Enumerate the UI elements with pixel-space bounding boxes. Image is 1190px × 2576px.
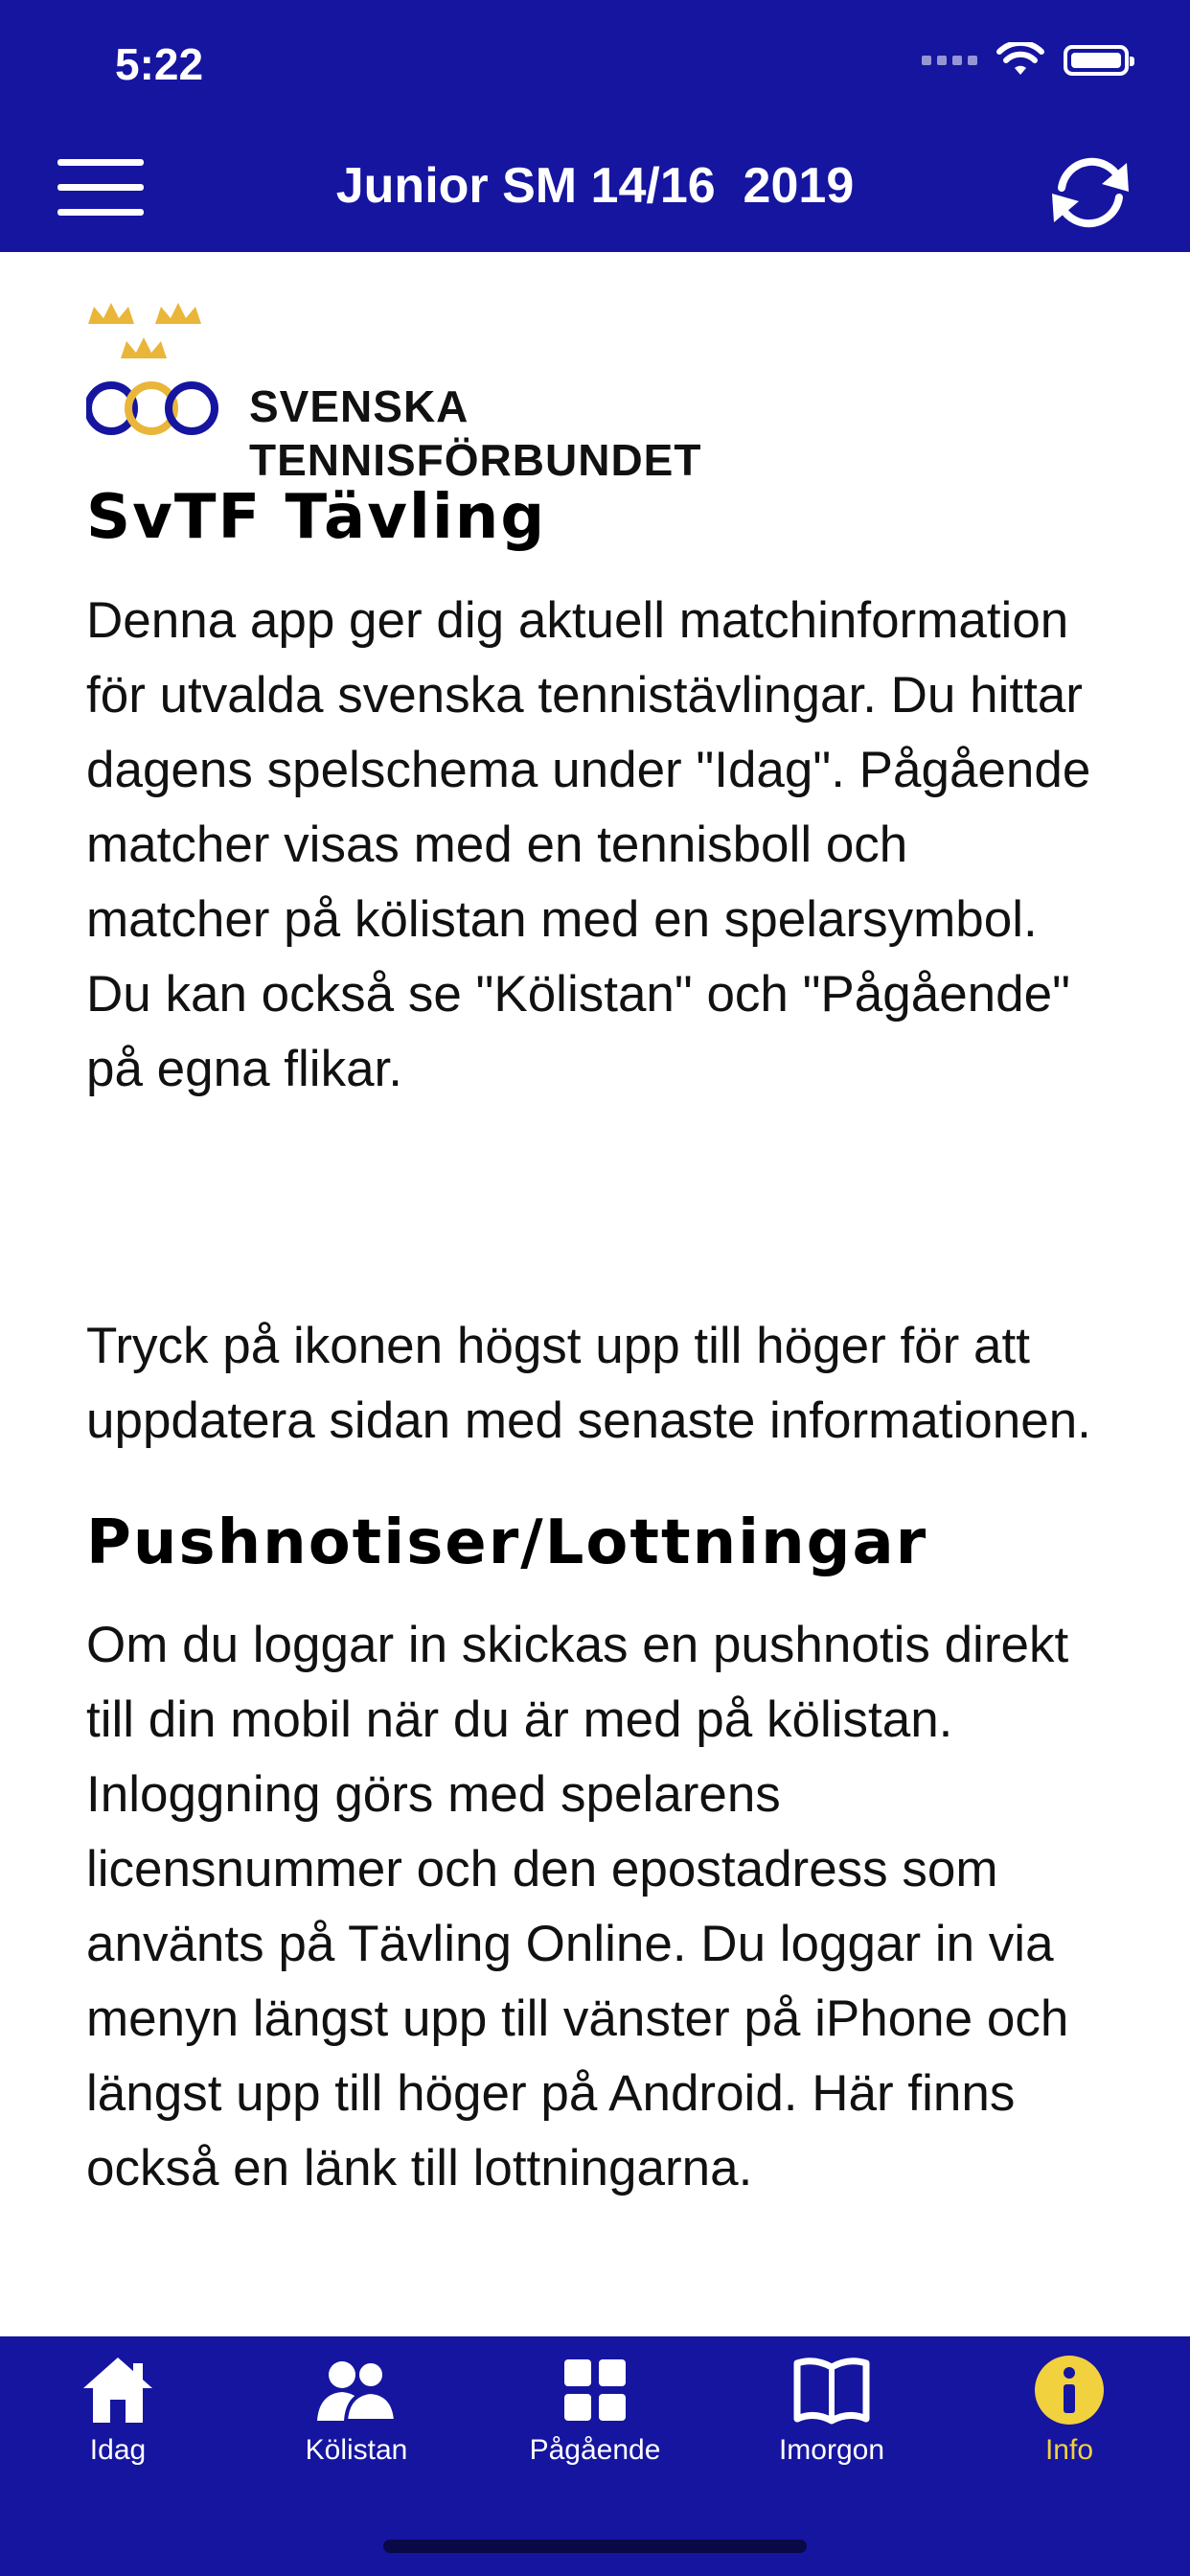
- tab-label: Kölistan: [305, 2434, 408, 2466]
- home-icon: [80, 2352, 156, 2428]
- logo-line-2: TENNISFÖRBUNDET: [249, 435, 702, 485]
- tab-label: Info: [1044, 2434, 1094, 2466]
- refresh-icon[interactable]: [1044, 150, 1136, 236]
- section-paragraph: Tryck på ikonen högst upp till höger för att uppdatera sidan med senaste informationen.: [86, 1318, 1091, 1449]
- tab-idag[interactable]: [22, 2352, 214, 2467]
- section-paragraph: Om du loggar in skickas en pushnotis direkt till din mobil när du är med på kölistan. Inloggning görs med spelarens licensnummer och den epostadress som använts på Tävling Online. Du loggar in via menyn längst upp till vänster på iPhone och längst upp till höger på Android. Här finns också en länk till lottningarna.: [86, 1617, 1069, 2196]
- tab-info[interactable]: [973, 2352, 1165, 2467]
- tab-label: Imorgon: [778, 2434, 885, 2466]
- crowns-rings-icon: [86, 295, 240, 439]
- battery-icon: [1064, 45, 1129, 76]
- status-icons: [922, 42, 1129, 79]
- book-icon: [791, 2352, 872, 2428]
- top-bar: [0, 0, 1190, 252]
- logo-line-1: SVENSKA: [249, 381, 469, 431]
- section-paragraph: Denna app ger dig aktuell matchinformation för utvalda svenska tennistävlingar. Du hittar dagens spelschema under "Idag". Pågående matcher visas med en tennisboll och matcher på kölistan med en spelarsymbol. Du kan också se "Kölistan" och "Pågående" på egna flikar.: [86, 592, 1091, 1097]
- tab-label: Idag: [89, 2434, 147, 2466]
- signal-icon: [922, 56, 977, 65]
- users-icon: [313, 2352, 400, 2428]
- info-icon: [1031, 2352, 1108, 2428]
- home-indicator: [383, 2540, 807, 2553]
- svtf-logo: [86, 295, 738, 485]
- logo-text: [249, 380, 701, 487]
- page-title: Junior SM 14/16 2019: [335, 158, 855, 214]
- status-time: 5:22: [115, 39, 204, 89]
- grid-icon: [557, 2352, 633, 2428]
- tab-label: Pågående: [529, 2434, 661, 2466]
- section-heading: Pushnotiser/Lottningar: [86, 1507, 928, 1578]
- tab-kolistan[interactable]: [261, 2352, 452, 2467]
- tab-imorgon[interactable]: [736, 2352, 927, 2467]
- section-heading: SvTF Tävling: [86, 482, 547, 553]
- wifi-icon: [996, 42, 1044, 79]
- tab-pagaende[interactable]: [499, 2352, 691, 2467]
